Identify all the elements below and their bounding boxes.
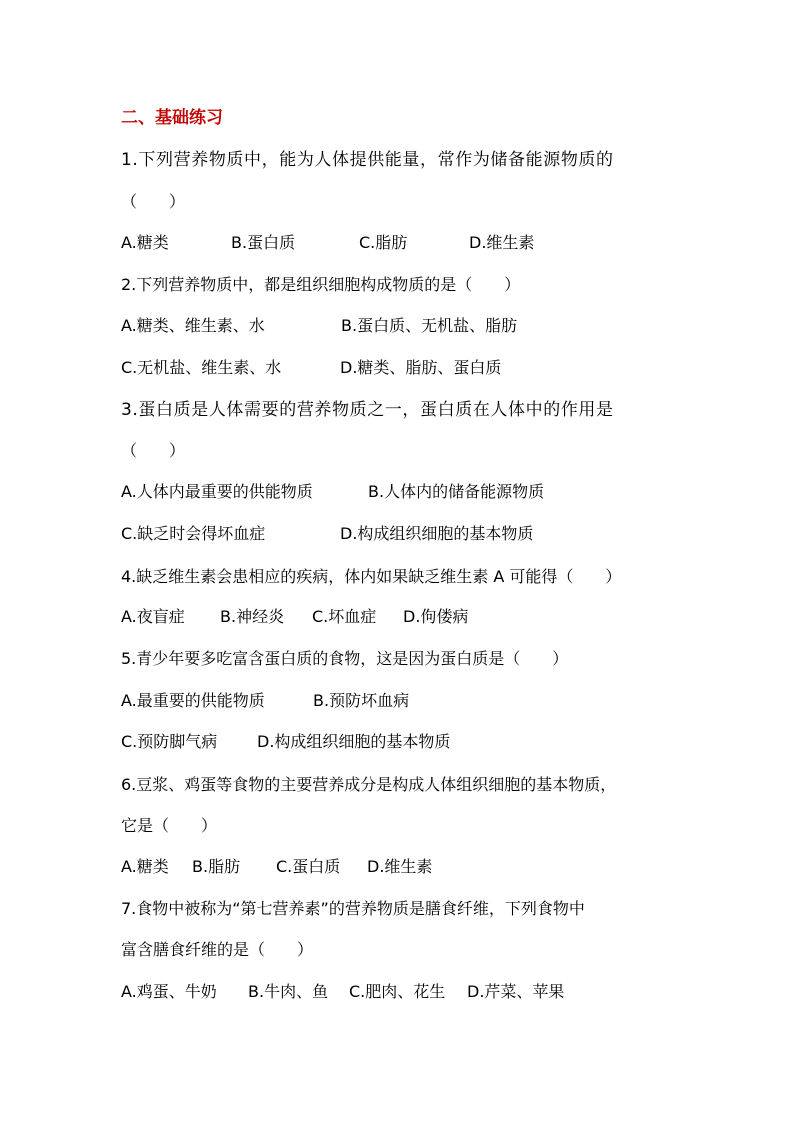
question-3-stem-line-2: （ ） [121,441,186,460]
question-2-option-b: B.蛋白质、无机盐、脂肪 [341,316,518,335]
question-5-stem: 5.青少年要多吃富含蛋白质的食物，这是因为蛋白质是（ ） [121,649,569,668]
question-2-options-row-2 [121,356,721,380]
question-5-options-row-2 [121,730,721,754]
question-1-stem-line-1: 1.下列营养物质中，能为人体提供能量，常作为储备能源物质的 [121,150,614,170]
question-3-options-row-1 [121,480,721,504]
question-6-option-c: C.蛋白质 [276,857,341,876]
question-4-option-d: D.佝偻病 [403,607,469,626]
question-4-options [121,605,721,629]
question-7-option-b: B.牛肉、鱼 [248,982,329,1001]
question-6-stem-line-1: 6.豆浆、鸡蛋等食物的主要营养成分是构成人体组织细胞的基本物质， [121,775,617,794]
question-4-stem: 4.缺乏维生素会患相应的疾病，体内如果缺乏维生素 A 可能得（ ） [121,567,622,586]
question-7-stem-line-1: 7.食物中被称为“第七营养素”的营养物质是膳食纤维，下列食物中 [121,899,585,918]
question-1-options [121,231,721,255]
question-2-option-c: C.无机盐、维生素、水 [121,358,282,377]
question-6-option-b: B.脂肪 [192,857,241,876]
question-6-option-d: D.维生素 [367,857,433,876]
question-6-option-a: A.糖类 [121,857,169,876]
question-6-options [121,855,721,879]
question-2-options-row-1 [121,314,721,338]
question-7-option-d: D.芹菜、苹果 [467,982,565,1001]
question-1-option-b: B.蛋白质 [231,233,296,252]
question-4-option-c: C.坏血症 [312,607,377,626]
question-4-option-b: B.神经炎 [220,607,285,626]
question-5-option-c: C.预防脚气病 [121,732,218,751]
question-7-stem-line-2: 富含膳食纤维的是（ ） [121,940,314,959]
question-1-stem-line-2: （ ） [121,192,186,211]
question-7-option-c: C.肥肉、花生 [349,982,446,1001]
question-2-stem: 2.下列营养物质中，都是组织细胞构成物质的是（ ） [121,275,521,294]
section-title: 二、基础练习 [121,108,223,128]
question-5-options-row-1 [121,689,721,713]
question-2-option-a: A.糖类、维生素、水 [121,316,265,335]
question-3-options-row-2 [121,522,721,546]
question-1-option-c: C.脂肪 [359,233,408,252]
question-2-option-d: D.糖类、脂肪、蛋白质 [340,358,502,377]
question-3-option-c: C.缺乏时会得坏血症 [121,524,266,543]
question-7-option-a: A.鸡蛋、牛奶 [121,982,217,1001]
question-5-option-b: B.预防坏血病 [313,691,410,710]
question-5-option-d: D.构成组织细胞的基本物质 [257,732,451,751]
question-1-option-a: A.糖类 [121,233,169,252]
question-7-options [121,980,721,1004]
question-3-option-a: A.人体内最重要的供能物质 [121,482,313,501]
question-6-stem-line-2: 它是（ ） [121,816,218,835]
question-4-option-a: A.夜盲症 [121,607,185,626]
question-3-option-b: B.人体内的储备能源物质 [368,482,545,501]
question-1-option-d: D.维生素 [469,233,535,252]
question-5-option-a: A.最重要的供能物质 [121,691,265,710]
question-3-stem-line-1: 3.蛋白质是人体需要的营养物质之一，蛋白质在人体中的作用是 [121,400,614,420]
question-3-option-d: D.构成组织细胞的基本物质 [340,524,534,543]
